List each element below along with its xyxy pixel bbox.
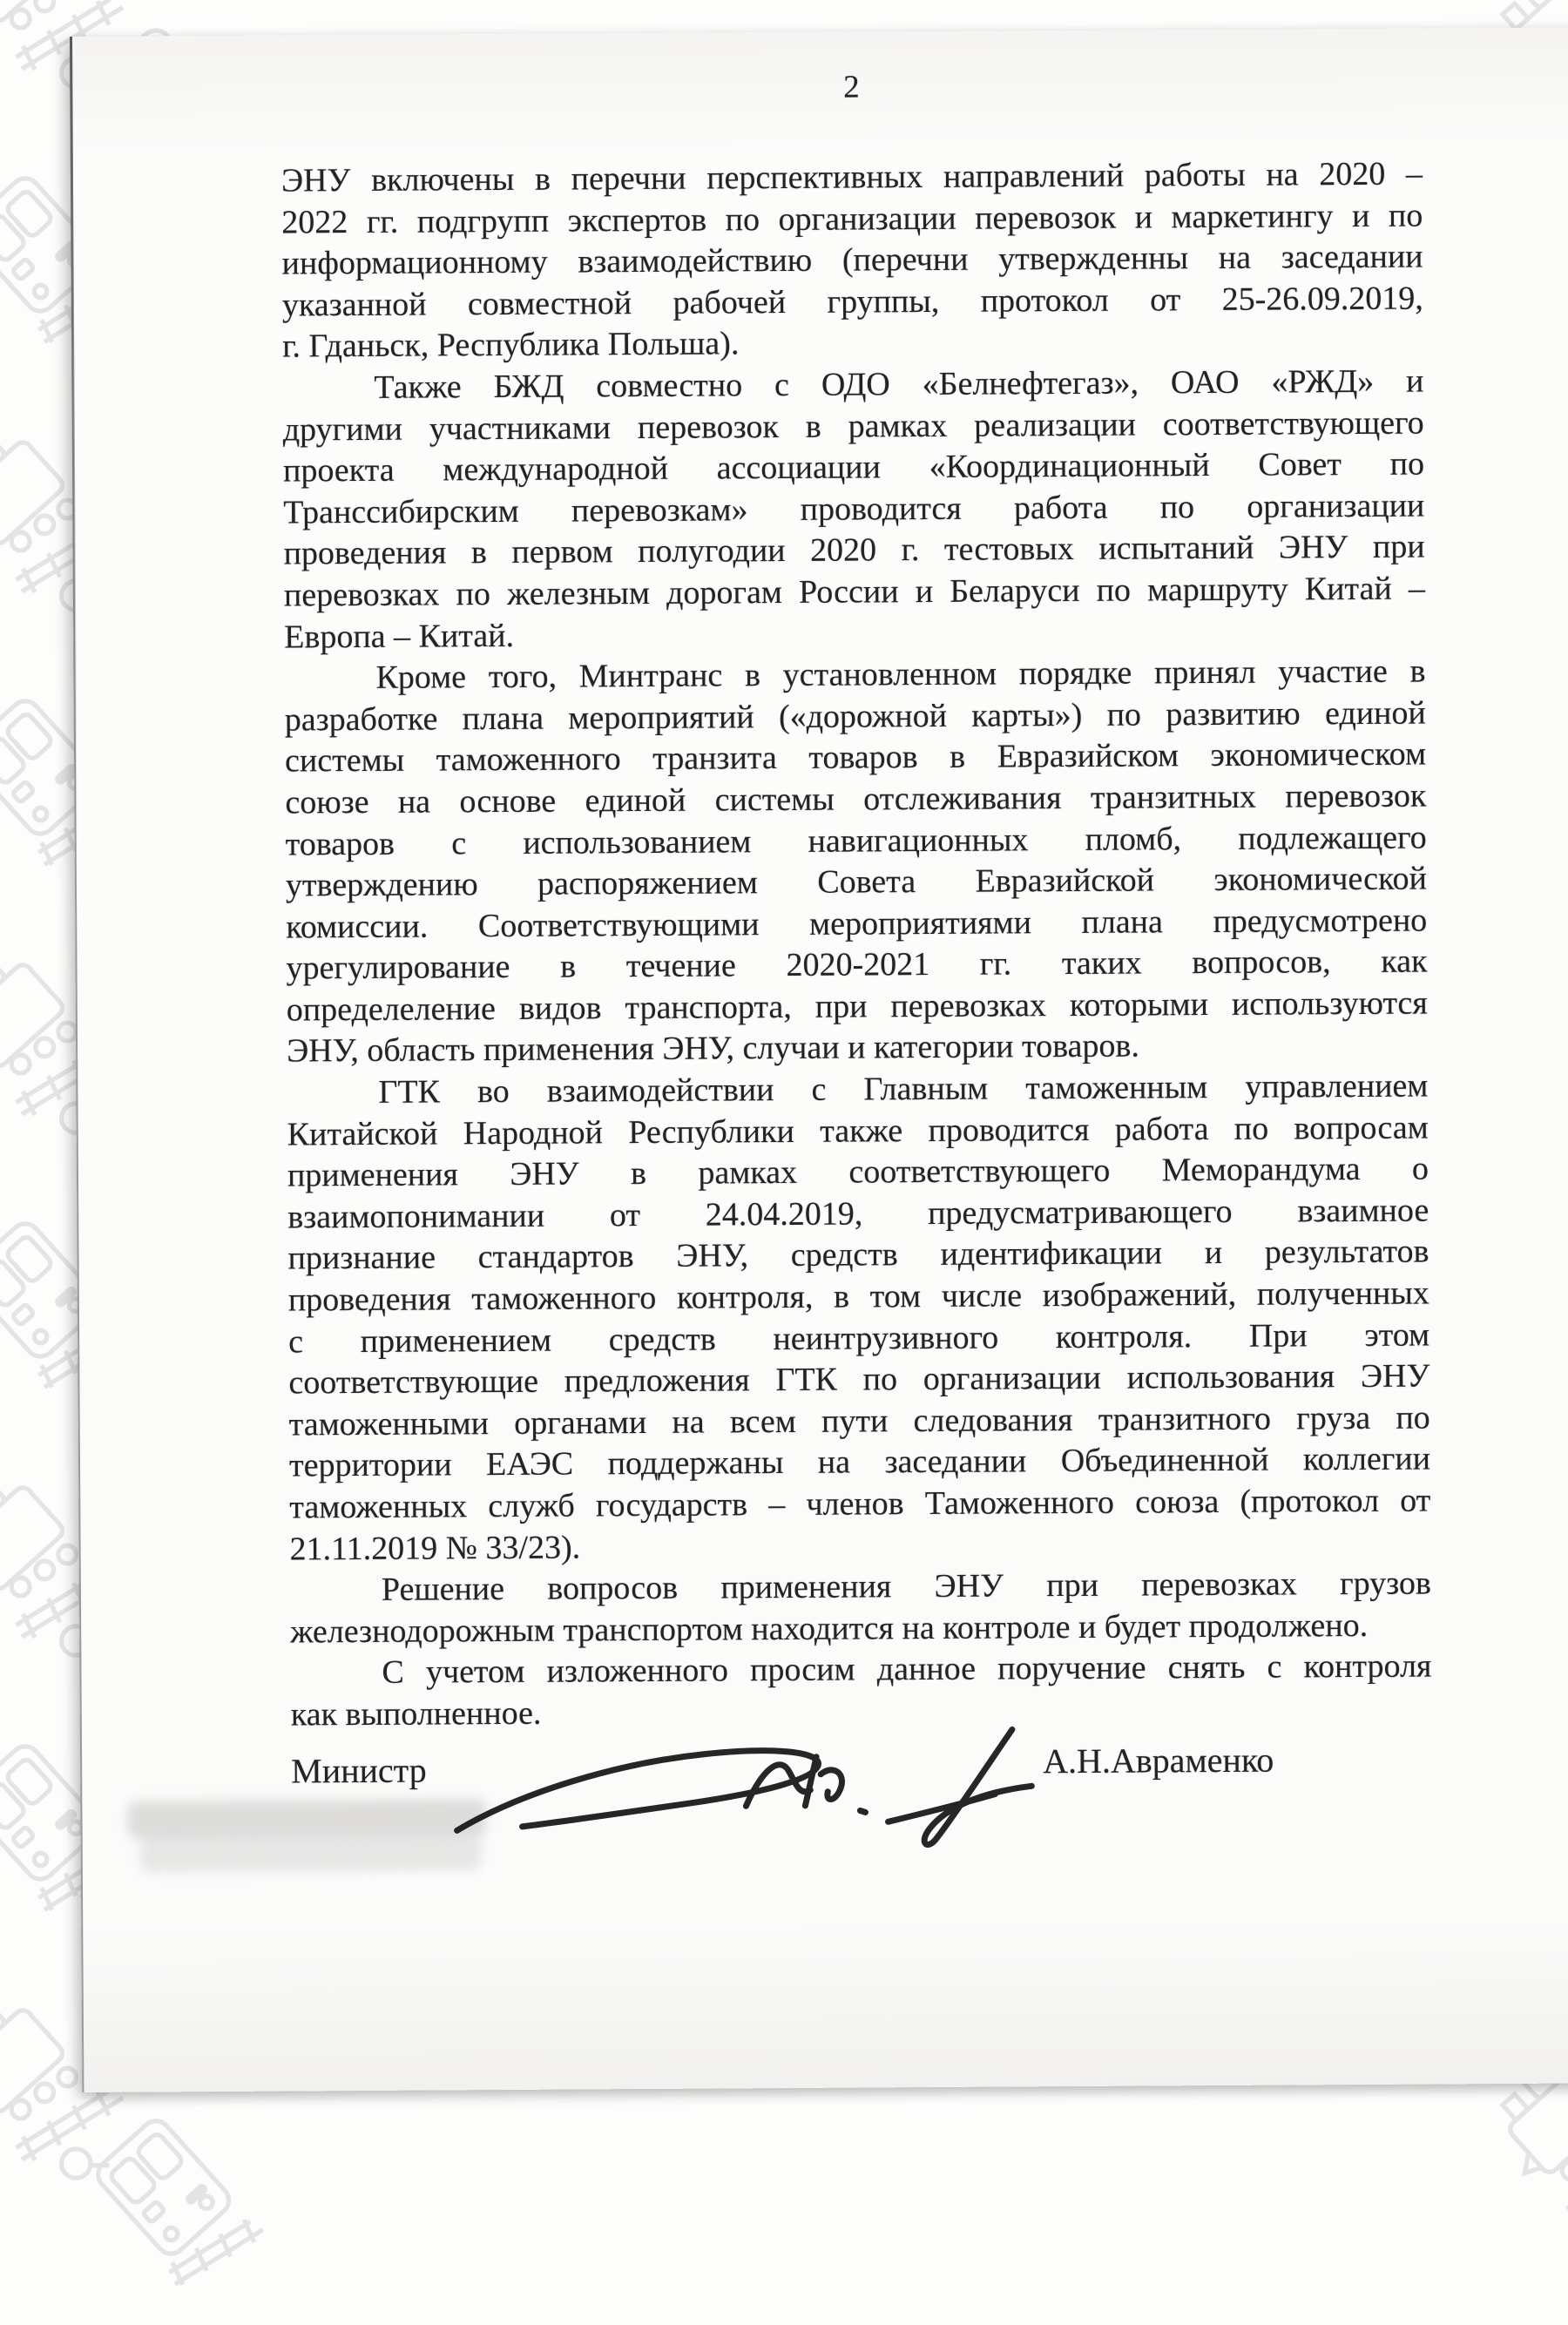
text-line: урегулирование в течение 2020-2021 гг. таких вопросов, как	[286, 943, 1428, 987]
text-line: территории ЕАЭС поддержаны на заседании Объединенной коллегии	[288, 1440, 1431, 1484]
text-line: Кроме того, Минтранс в установленном порядке принял участие в	[375, 652, 1426, 696]
text-line: проекта международной ассоциации «Координационный Совет по	[282, 445, 1425, 490]
text-line: информационному взаимодействию (перечни утвержденны на заседании	[281, 238, 1423, 282]
text-line: таможенных служб государств – членов Таможенного союза (протокол от	[289, 1482, 1431, 1526]
text-line: Решение вопросов применения ЭНУ при перевозках грузов	[381, 1565, 1432, 1609]
text-line: проведения таможенного контроля, в том числе изображений, полученных	[287, 1274, 1429, 1319]
text-line: разработке плана мероприятий («дорожной карты») по развитию единой	[284, 694, 1426, 739]
text-line: с применением средств неинтрузивного контроля. При этом	[288, 1316, 1430, 1361]
text-line: утверждению распоряжением Совета Евразийской экономической	[285, 860, 1428, 904]
text-line: ЭНУ, область применения ЭНУ, случаи и категории товаров.	[286, 1027, 1140, 1070]
scanned-page	[70, 27, 1568, 2092]
text-line: указанной совместной рабочей группы, протокол от 25-26.09.2019,	[281, 280, 1423, 324]
text-line: Также БЖД совместно с ОДО «Белнефтегаз», ОАО «РЖД» и	[374, 362, 1424, 406]
signature-name: А.Н.Авраменко	[1042, 1740, 1274, 1781]
text-line: системы таможенного транзита товаров в Евразийском экономическом	[284, 735, 1427, 780]
text-line: 2022 гг. подгрупп экспертов по организации перевозок и маркетингу и по	[281, 197, 1423, 241]
document-body	[281, 154, 1432, 1737]
text-line: как выполненное.	[290, 1694, 542, 1734]
signature-row	[291, 1729, 1433, 1910]
text-line: железнодорожным транспортом находится на контроле и будет продолжено.	[290, 1606, 1369, 1651]
text-line: перевозках по железным дорогам России и Беларуси по маршруту Китай –	[283, 570, 1426, 614]
text-line: ГТК во взаимодействии с Главным таможенным управлением	[378, 1067, 1429, 1111]
text-line: взаимопонимании от 24.04.2019, предусматривающего взаимное	[287, 1192, 1429, 1236]
text-line: определеление видов транспорта, при перевозках которыми используются	[286, 984, 1428, 1029]
text-line: г. Гданьск, Республика Польша).	[282, 325, 740, 365]
text-line: таможенными органами на всем пути следования транзитного груза по	[288, 1399, 1430, 1443]
text-line: С учетом изложенного просим данное поручение снять с контроля	[382, 1647, 1432, 1692]
text-line: Китайской Народной Республики также проводится работа по вопросам	[287, 1109, 1429, 1153]
text-line: товаров с использованием навигационных пломб, подлежащего	[285, 819, 1427, 863]
document-content	[71, 27, 1568, 2092]
text-line: применения ЭНУ в рамках соответствующего Меморандума о	[287, 1150, 1429, 1194]
text-line: другими участниками перевозок в рамках реализации соответствующего	[282, 404, 1424, 449]
signature-title: Министр	[291, 1750, 427, 1791]
page-number: 2	[842, 69, 860, 105]
text-line: проведения в первом полугодии 2020 г. тестовых испытаний ЭНУ при	[283, 528, 1425, 572]
text-line: 21.11.2019 № 33/23).	[289, 1529, 581, 1568]
text-line: комиссии. Соответствующими мероприятиями плана предусмотрено	[286, 902, 1428, 946]
text-line: соответствующие предложения ГТК по организации использования ЭНУ	[288, 1357, 1430, 1402]
text-line: признание стандартов ЭНУ, средств идентификации и результатов	[287, 1233, 1429, 1277]
text-line: Европа – Китай.	[284, 617, 515, 656]
text-line: Транссибирским перевозкам» проводится работа по организации	[283, 487, 1425, 531]
text-line: союзе на основе единой системы отслеживания транзитных перевозок	[285, 777, 1427, 821]
text-line: ЭНУ включены в перечни перспективных направлений работы на 2020 –	[280, 155, 1423, 199]
